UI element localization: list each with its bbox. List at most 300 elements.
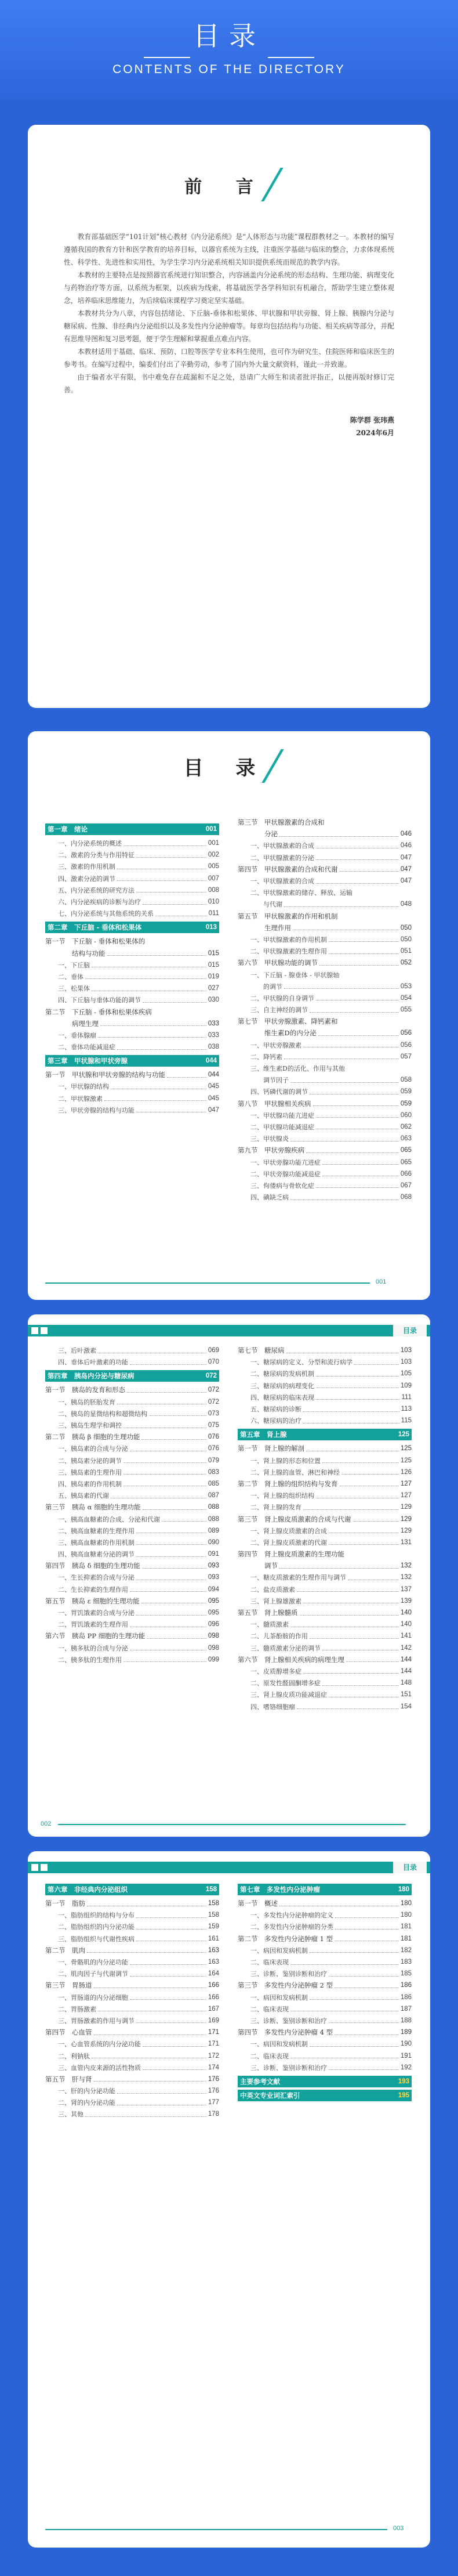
toc-entry-page: 131 bbox=[400, 1538, 412, 1546]
toc-entry-label: 一、肾上腺的形态和位置 bbox=[250, 1457, 321, 1465]
toc-section bbox=[238, 1443, 412, 1454]
toc-subsection bbox=[45, 1933, 219, 1945]
toc-entry-page: 113 bbox=[401, 1406, 412, 1413]
toc-entry-label: 一、胰高血糖素的合成、分泌和代谢 bbox=[58, 1515, 160, 1523]
dot-leader bbox=[316, 883, 399, 884]
toc-section bbox=[238, 1654, 412, 1665]
toc-entry-label: 二、降钙素 bbox=[250, 1053, 282, 1061]
toc-entry-label: 第一节 下丘脑 - 垂体和松果体的 bbox=[45, 937, 146, 946]
toc-entry-label: 的调节 bbox=[250, 982, 282, 991]
toc-entry-page: 182 bbox=[400, 1946, 412, 1954]
toc-subsection bbox=[45, 2015, 219, 2026]
dot-leader bbox=[329, 953, 399, 954]
toc-subsection bbox=[238, 852, 412, 864]
dot-leader bbox=[341, 1474, 399, 1475]
toc-entry-label: 结构与功能 bbox=[45, 949, 106, 958]
toc-subsection bbox=[45, 1642, 219, 1654]
toc-subsection bbox=[238, 1415, 412, 1426]
toc-subsection bbox=[45, 2003, 219, 2015]
dot-leader bbox=[117, 880, 206, 881]
toc-entry-page: 111 bbox=[401, 1393, 412, 1401]
toc-entry-label: 三、血管内皮来源的活性物质 bbox=[58, 2064, 141, 2072]
toc-entry-page: 103 bbox=[400, 1359, 412, 1366]
preface-card bbox=[28, 125, 430, 708]
toc-entry-label: 三、肾上腺雄激素 bbox=[250, 1597, 301, 1605]
toc-subsection bbox=[238, 1168, 412, 1180]
toc-entry-label: 二、垂体 bbox=[58, 973, 83, 981]
toc-entry-label: 二、甲状旁腺功能减退症 bbox=[250, 1170, 321, 1178]
toc-subsection bbox=[45, 1921, 219, 1932]
toc-entry-page: 099 bbox=[208, 1656, 219, 1663]
preface-date: 2024年6月 bbox=[356, 429, 394, 437]
toc-entry-page: 019 bbox=[208, 973, 219, 980]
toc-entry-label: 四、钙磷代谢的调节 bbox=[250, 1088, 308, 1096]
toc-subsection bbox=[45, 908, 219, 919]
preface-paragraph: 本教材适用于基础、临床、预防、口腔等医学专业本科生使用，也可作为研究生、住院医师和临床医生的参考书。在编写过程中，编委们付出了辛勤劳动，参考了国内外大量文献资料，谨此一并致谢。 bbox=[64, 348, 394, 368]
dot-leader bbox=[100, 1025, 206, 1026]
toc-entry-label: 一、生长抑素的合成与分泌 bbox=[58, 1574, 135, 1582]
toc-entry-page: 140 bbox=[400, 1609, 412, 1617]
toc-entry-label: 七、内分泌系统与其他系统的关系 bbox=[58, 910, 154, 918]
toc-entry-page: 056 bbox=[400, 1041, 412, 1049]
toc-subsection bbox=[238, 1677, 412, 1689]
toc-section bbox=[45, 1945, 219, 1956]
dot-leader bbox=[310, 1638, 399, 1639]
toc-section bbox=[238, 1933, 412, 1945]
toc-entry-label: 第七节 甲状旁腺激素、降钙素和 bbox=[238, 1017, 338, 1026]
toc-subsection bbox=[45, 959, 219, 971]
toc-entry-page: 047 bbox=[208, 1106, 219, 1114]
toc-entry-page: 178 bbox=[208, 2111, 219, 2118]
dot-leader bbox=[130, 1364, 206, 1365]
toc-entry-page: 002 bbox=[208, 851, 219, 859]
dot-leader bbox=[340, 871, 399, 872]
toc-entry-page: 010 bbox=[208, 898, 219, 906]
toc-subsection bbox=[238, 1180, 412, 1191]
toc-entry-label: 三、佝偻病与骨软化症 bbox=[250, 1182, 314, 1190]
toc-entry-label: 四、下丘脑与垂体功能的调节 bbox=[58, 996, 141, 1005]
toc-entry-page: 056 bbox=[400, 1029, 412, 1037]
dot-leader bbox=[143, 2069, 206, 2070]
toc-entry-page: 129 bbox=[400, 1504, 412, 1511]
toc-entry-label: 第四节 肾上腺皮质激素的生理功能 bbox=[238, 1550, 344, 1559]
preface-paragraph: 教育部基础医学“101计划”核心教材《内分泌系统》是“人体形态与功能”课程群教材之一。本教材的编写遵循我国的教育方针和医学教育的培养目标，以器官系统为主线，注重医学基础与临床的整合，力求体现系统性、科学性、先进性和实用性，为学生学习内分泌系统相关知识提供系统而规范的教学内容。 bbox=[64, 233, 394, 266]
toc-subsection bbox=[45, 1968, 219, 1979]
toc-subsection bbox=[238, 1156, 412, 1168]
toc-subsection bbox=[45, 2050, 219, 2061]
toc-entry-page: 073 bbox=[208, 1410, 219, 1417]
toc-entry-label: 第四节 多发性内分泌肿瘤 4 型 bbox=[238, 2028, 333, 2037]
toc-entry-label: 第六节 肾上腺相关疾病的病理生理 bbox=[238, 1655, 344, 1664]
dot-leader bbox=[290, 1082, 399, 1083]
toc-subsection bbox=[45, 1093, 219, 1104]
toc-page-1 bbox=[28, 731, 430, 1300]
page-footer-line bbox=[45, 2529, 387, 2530]
dot-leader bbox=[290, 1964, 399, 1965]
toc-subsection bbox=[238, 1392, 412, 1403]
toc-entry-label: 第四节 甲状腺激素的合成和代谢 bbox=[238, 865, 338, 873]
toc-entry-label: 四、激素分泌的调节 bbox=[58, 875, 115, 883]
dot-leader bbox=[310, 2046, 399, 2047]
toc-entry-label: 一、糖尿病的定义、分型和流行病学 bbox=[250, 1359, 352, 1367]
toc-entry-label: 三、后叶激素 bbox=[58, 1347, 96, 1355]
toc-entry-label: 第二节 肌肉 bbox=[45, 1946, 85, 1954]
toc-entry-page: 125 bbox=[398, 1431, 409, 1439]
toc-entry-page: 045 bbox=[208, 1094, 219, 1102]
dot-leader bbox=[303, 1411, 399, 1412]
preface-signature bbox=[64, 414, 394, 439]
toc-entry-label: 二、利钠肽 bbox=[58, 2052, 90, 2060]
toc-entry-label: 第一节 胰岛的发育和形态 bbox=[45, 1386, 125, 1394]
toc-entry-label: 二、盐皮质激素 bbox=[250, 1585, 295, 1594]
toc-entry-page: 062 bbox=[400, 1123, 412, 1130]
toc-subsection bbox=[45, 1513, 219, 1524]
toc-entry-label: 二、生长抑素的生理作用 bbox=[58, 1585, 128, 1594]
toc-subsection bbox=[238, 1968, 412, 1979]
toc-page-2 bbox=[28, 1314, 430, 1837]
toc-entry-page: 001 bbox=[205, 826, 217, 833]
toc-subsection bbox=[45, 873, 219, 884]
toc-entry-label: 二、激素的分类与作用特征 bbox=[58, 851, 135, 859]
toc-subsection bbox=[238, 2038, 412, 2050]
toc-entry-label: 三、髓质激素分泌的调节 bbox=[250, 1644, 321, 1652]
toc-entry-page: 129 bbox=[400, 1515, 412, 1523]
toc-chapter bbox=[45, 1370, 219, 1382]
toc-subsection bbox=[45, 2038, 219, 2050]
preface bbox=[28, 125, 430, 439]
dot-leader bbox=[319, 965, 399, 966]
toc-subsection bbox=[238, 1063, 412, 1074]
toc-column-left bbox=[45, 821, 219, 1116]
toc-section bbox=[45, 1384, 219, 1396]
toc-entry-page: 180 bbox=[398, 1886, 409, 1893]
toc-entry-page: 030 bbox=[208, 996, 219, 1004]
toc-subsection bbox=[45, 1490, 219, 1501]
dot-leader bbox=[147, 1638, 206, 1639]
toc-subsection bbox=[45, 1956, 219, 1968]
toc-subsection bbox=[238, 875, 412, 887]
toc-entry-label: 三、甲状腺炎 bbox=[250, 1135, 289, 1143]
dot-leader bbox=[143, 1509, 206, 1510]
toc-entry-label: 第六节 胰岛 PP 细胞的生理功能 bbox=[45, 1632, 146, 1641]
toc-entry-page: 163 bbox=[208, 1946, 219, 1954]
toc-entry-label: 二、临床表现 bbox=[250, 2005, 289, 2013]
page-title: 目录 bbox=[193, 20, 265, 52]
toc-subsection bbox=[45, 849, 219, 861]
preface-paragraph: 本教材共分为八章，内容包括绪论、下丘脑-垂体和松果体、甲状腺和甲状旁腺、肾上腺、胰腺内分泌与糖尿病、性腺、非经典内分泌组织以及多发性内分泌肿瘤等。每章均包括结构与功能、相关疾病等部分，并配有思维导图和复习思考题，便于学生理解和掌握重点难点内容。 bbox=[64, 309, 394, 343]
toc-entry-label: 第四节 心血管 bbox=[45, 2028, 92, 2037]
dot-leader bbox=[136, 1917, 206, 1918]
toc-entry-label: 三、胰岛素的生理作用 bbox=[58, 1468, 122, 1476]
dot-leader bbox=[123, 1462, 206, 1463]
toc-entry-page: 047 bbox=[400, 865, 412, 873]
toc-entry-label: 维生素D的内分泌 bbox=[238, 1029, 317, 1038]
toc-entry-label: 第五章 肾上腺 bbox=[240, 1430, 287, 1439]
toc-entry-label: 第一节 甲状腺和甲状旁腺的结构与功能 bbox=[45, 1071, 165, 1079]
toc-entry-page: 172 bbox=[208, 2052, 219, 2060]
toc-entry-page: 072 bbox=[208, 1398, 219, 1406]
toc-section bbox=[45, 948, 219, 959]
dot-leader bbox=[316, 859, 399, 860]
toc-entry-page: 142 bbox=[400, 1644, 412, 1652]
toc-chapter bbox=[45, 1884, 219, 1895]
dot-leader bbox=[107, 955, 206, 956]
page-footer-line bbox=[45, 1282, 370, 1284]
toc-entry-label: 二、临床表现 bbox=[250, 1959, 289, 1967]
toc-entry-page: 046 bbox=[400, 842, 412, 850]
toc-section bbox=[45, 1560, 219, 1571]
toc-section bbox=[238, 911, 412, 922]
dot-leader bbox=[162, 1521, 206, 1522]
toc-entry-page: 098 bbox=[208, 1644, 219, 1652]
toc-subsection bbox=[45, 1466, 219, 1478]
toc-entry-page: 013 bbox=[205, 924, 217, 931]
toc-entry-page: 054 bbox=[400, 994, 412, 1002]
toc-entry-page: 011 bbox=[208, 910, 219, 917]
toc-subsection bbox=[45, 971, 219, 982]
toc-entry-label: 二、肾的内分泌功能 bbox=[58, 2099, 115, 2107]
toc-entry-page: 174 bbox=[208, 2064, 219, 2071]
toc-entry-page: 158 bbox=[205, 1886, 217, 1893]
preface-paragraph: 本教材的主要特点是按照器官系统进行知识整合，内容涵盖内分泌系统的形态结构、生理功能、病理变化与药物治疗等方面，以系统为框架，以疾病为线索，将基础医学各学科知识有机融合，帮助学生建立整体观念，培养临床思维能力，为后续临床课程学习奠定坚实基础。 bbox=[64, 271, 394, 305]
dot-leader bbox=[104, 1100, 206, 1101]
toc-subsection bbox=[238, 1689, 412, 1700]
toc-entry-label: 一、髓质激素 bbox=[250, 1621, 289, 1629]
toc-entry-page: 095 bbox=[208, 1597, 219, 1605]
toc-subsection bbox=[45, 1909, 219, 1921]
dot-leader bbox=[123, 1474, 206, 1475]
dot-leader bbox=[284, 988, 399, 989]
toc-entry-page: 047 bbox=[400, 854, 412, 861]
toc-section bbox=[238, 957, 412, 969]
toc-subsection bbox=[45, 982, 219, 994]
toc-entry-label: 第三章 甲状腺和甲状旁腺 bbox=[48, 1057, 128, 1065]
toc-entry-label: 一、甲状腺激素的合成 bbox=[250, 842, 314, 850]
toc-subsection bbox=[238, 992, 412, 1004]
toc-section bbox=[238, 1898, 412, 1909]
toc-entry-page: 158 bbox=[208, 1912, 219, 1919]
dot-leader bbox=[316, 1117, 399, 1118]
toc-entry-page: 089 bbox=[208, 1527, 219, 1534]
toc-entry-label: 第二节 肾上腺的组织结构与发育 bbox=[238, 1479, 338, 1488]
toc-entry-page: 051 bbox=[400, 948, 412, 955]
toc-subsection bbox=[238, 1945, 412, 1956]
toc-subsection bbox=[45, 2108, 219, 2120]
toc-entry-page: 181 bbox=[400, 1935, 412, 1942]
toc-chapter bbox=[45, 823, 219, 835]
toc-entry-label: 一、骨骼肌的内分泌功能 bbox=[58, 1959, 128, 1967]
dot-leader bbox=[316, 1399, 400, 1400]
dot-leader bbox=[129, 1063, 204, 1064]
toc-subsection bbox=[238, 1133, 412, 1144]
dot-leader bbox=[310, 1952, 399, 1953]
toc-entry-page: 072 bbox=[208, 1386, 219, 1394]
dot-leader bbox=[329, 1544, 399, 1545]
toc-entry-label: 调节 bbox=[238, 1562, 278, 1570]
toc-entry-page: 161 bbox=[208, 1935, 219, 1942]
toc-entry-label: 二、肌肉因子与代谢调节 bbox=[58, 1970, 128, 1978]
toc-entry-page: 105 bbox=[400, 1370, 412, 1378]
toc-entry-label: 一、胰多肽的合成与分泌 bbox=[58, 1644, 128, 1652]
dot-leader bbox=[87, 1952, 206, 1953]
toc-entry-page: 048 bbox=[400, 901, 412, 908]
dot-leader bbox=[316, 1187, 399, 1188]
toc-subsection bbox=[238, 2062, 412, 2073]
toc-entry-page: 144 bbox=[400, 1667, 412, 1675]
dot-leader bbox=[130, 1591, 206, 1592]
toc-entry-label: 第二节 下丘脑 - 垂体和松果体疾病 bbox=[45, 1007, 152, 1016]
toc-entry-label: 一、甲状腺功能亢进症 bbox=[250, 1111, 314, 1119]
toc-entry-page: 057 bbox=[400, 1053, 412, 1060]
toc-entry-label: 三、胰高血糖素的作用机制 bbox=[58, 1538, 135, 1547]
toc-subsection bbox=[45, 1081, 219, 1092]
toc-entry-label: 五、胰岛素的代谢 bbox=[58, 1492, 109, 1500]
toc-entry-label: 一、心血管系统的内分泌功能 bbox=[58, 2040, 141, 2048]
toc-chapter bbox=[45, 922, 219, 933]
toc-entry-label: 三、诊断、鉴别诊断和治疗 bbox=[250, 2064, 327, 2072]
dot-leader bbox=[346, 1661, 399, 1662]
toc-title: 目 录 bbox=[183, 757, 268, 780]
toc-entry-label: 第三节 多发性内分泌肿瘤 2 型 bbox=[238, 1981, 333, 1990]
toc-entry-page: 139 bbox=[400, 1597, 412, 1605]
toc-subsection bbox=[238, 1642, 412, 1654]
toc-entry-label: 五、内分泌系统的研究方法 bbox=[58, 886, 135, 894]
toc-entry-label: 二、肾上腺的发育 bbox=[250, 1504, 301, 1512]
toc-entry-page: 088 bbox=[208, 1504, 219, 1511]
toc-section bbox=[238, 1016, 412, 1027]
toc-subsection bbox=[45, 1607, 219, 1618]
toc-entry-label: 第七章 多发性内分泌肿瘤 bbox=[240, 1885, 320, 1894]
preface-paragraph: 由于编者水平有限，书中难免存在疏漏和不足之处，恳请广大师生和读者批评指正，以便再版时修订完善。 bbox=[64, 373, 394, 394]
toc-entry-page: 047 bbox=[400, 877, 412, 885]
toc-entry-label: 六、糖尿病的治疗 bbox=[250, 1417, 301, 1425]
toc-entry-label: 三、诊断、鉴别诊断和治疗 bbox=[250, 1970, 327, 1978]
toc-entry-label: 一、甲状腺激素的合成 bbox=[250, 877, 314, 886]
toc-subsection bbox=[45, 1992, 219, 2003]
toc-entry-page: 180 bbox=[400, 1900, 412, 1907]
dot-leader bbox=[303, 1673, 399, 1674]
toc-entry-label: 一、皮质醇增多症 bbox=[250, 1667, 301, 1675]
toc-chapter bbox=[238, 1884, 412, 1895]
toc-subsection bbox=[238, 898, 412, 910]
toc-section bbox=[238, 1607, 412, 1618]
toc-entry-page: 177 bbox=[208, 2099, 219, 2107]
dot-leader bbox=[136, 1556, 206, 1557]
dot-leader bbox=[149, 1415, 206, 1416]
toc-subsection bbox=[45, 1478, 219, 1490]
toc-entry-label: 二、脂肪组织的内分泌功能 bbox=[58, 1923, 135, 1931]
toc-entry-page: 007 bbox=[208, 875, 219, 882]
preface-title: 前 言 bbox=[184, 177, 267, 197]
toc-section bbox=[238, 2026, 412, 2038]
toc-entry-label: 一、胃肠道的内分泌细胞 bbox=[58, 1993, 128, 2001]
toc-subsection bbox=[238, 945, 412, 957]
toc-entry-page: 015 bbox=[208, 961, 219, 969]
dot-leader bbox=[322, 1462, 399, 1463]
toc-entry-label: 二、肾上腺皮质激素的代谢 bbox=[250, 1538, 327, 1547]
dot-leader bbox=[282, 2083, 397, 2084]
dot-leader bbox=[335, 1929, 399, 1930]
dot-leader bbox=[302, 2097, 397, 2098]
toc-entry-page: 190 bbox=[400, 2040, 412, 2048]
toc-entry-label: 一、下丘脑 - 腺垂体 - 甲状腺轴 bbox=[250, 971, 340, 979]
toc-subsection bbox=[45, 1618, 219, 1630]
toc-entry-label: 第三节 肾上腺皮质激素的合成与代谢 bbox=[238, 1515, 351, 1523]
toc-section bbox=[238, 816, 412, 828]
dot-leader bbox=[123, 1661, 206, 1662]
toc-chapter bbox=[238, 2090, 412, 2101]
toc-subsection bbox=[238, 1525, 412, 1537]
dot-leader bbox=[130, 1976, 206, 1977]
dot-leader bbox=[98, 1037, 206, 1038]
dot-leader bbox=[329, 2069, 399, 2070]
toc-entry-page: 070 bbox=[208, 1359, 219, 1366]
toc-entry-page: 187 bbox=[400, 2005, 412, 2013]
dot-leader bbox=[142, 1568, 206, 1569]
toc-subsection bbox=[45, 1041, 219, 1053]
toc-subsection bbox=[45, 994, 219, 1006]
toc-entry-label: 三、其他 bbox=[58, 2111, 83, 2119]
toc-entry-label: 第八节 甲状腺相关疾病 bbox=[238, 1099, 311, 1108]
toc-chapter bbox=[45, 1055, 219, 1067]
toc-entry-page: 095 bbox=[208, 1609, 219, 1617]
toc-entry-page: 053 bbox=[400, 982, 412, 990]
toc-entry-page: 090 bbox=[208, 1538, 219, 1546]
toc-entry-label: 生理作用 bbox=[238, 923, 291, 932]
toc-subsection bbox=[45, 1548, 219, 1560]
toc-subsection bbox=[238, 981, 412, 992]
page-number: 003 bbox=[393, 2525, 404, 2532]
toc-entry-page: 163 bbox=[208, 1959, 219, 1966]
page-number: 001 bbox=[376, 1278, 387, 1285]
toc-entry-page: 060 bbox=[400, 1111, 412, 1119]
toc-subsection bbox=[45, 1443, 219, 1454]
dot-leader bbox=[136, 857, 206, 858]
toc-entry-page: 176 bbox=[208, 2075, 219, 2083]
dot-leader bbox=[136, 1378, 204, 1379]
toc-entry-label: 第二节 多发性内分泌肿瘤 1 型 bbox=[238, 1934, 333, 1943]
header-strip bbox=[28, 1325, 430, 1336]
toc-entry-label: 第五节 胰岛 ε 细胞的生理功能 bbox=[45, 1596, 140, 1605]
toc-entry-page: 050 bbox=[400, 924, 412, 931]
dot-leader bbox=[94, 2081, 206, 2082]
toc-subsection bbox=[45, 1571, 219, 1583]
toc-subsection bbox=[238, 934, 412, 945]
toc-entry-label: 第四章 胰岛内分泌与糖尿病 bbox=[48, 1372, 135, 1381]
toc-entry-label: 二、儿茶酚胺的作用 bbox=[250, 1632, 308, 1641]
toc-entry-page: 046 bbox=[400, 830, 412, 838]
toc-section bbox=[45, 1630, 219, 1642]
toc-subsection bbox=[45, 1455, 219, 1466]
toc-entry-page: 192 bbox=[400, 2064, 412, 2071]
toc-entry-page: 067 bbox=[400, 1182, 412, 1189]
toc-entry-label: 第一节 肾上腺的解剖 bbox=[238, 1444, 304, 1453]
title-divider-left bbox=[144, 57, 190, 58]
toc-entry-page: 069 bbox=[208, 1347, 219, 1354]
toc-subsection bbox=[45, 896, 219, 908]
toc-entry-page: 154 bbox=[400, 1703, 412, 1710]
toc-entry-label: 三、自主神经的调节 bbox=[250, 1006, 308, 1014]
toc-entry-page: 103 bbox=[400, 1347, 412, 1354]
toc-entry-label: 二、胰多肽的生理作用 bbox=[58, 1656, 122, 1664]
dot-leader bbox=[297, 1591, 399, 1592]
toc-subsection bbox=[238, 1039, 412, 1051]
toc-entry-page: 164 bbox=[208, 1970, 219, 1978]
toc-subsection bbox=[238, 1191, 412, 1203]
toc-subsection bbox=[45, 884, 219, 896]
toc-entry-label: 四、碘缺乏病 bbox=[250, 1194, 289, 1202]
toc-entry-page: 159 bbox=[208, 1923, 219, 1931]
